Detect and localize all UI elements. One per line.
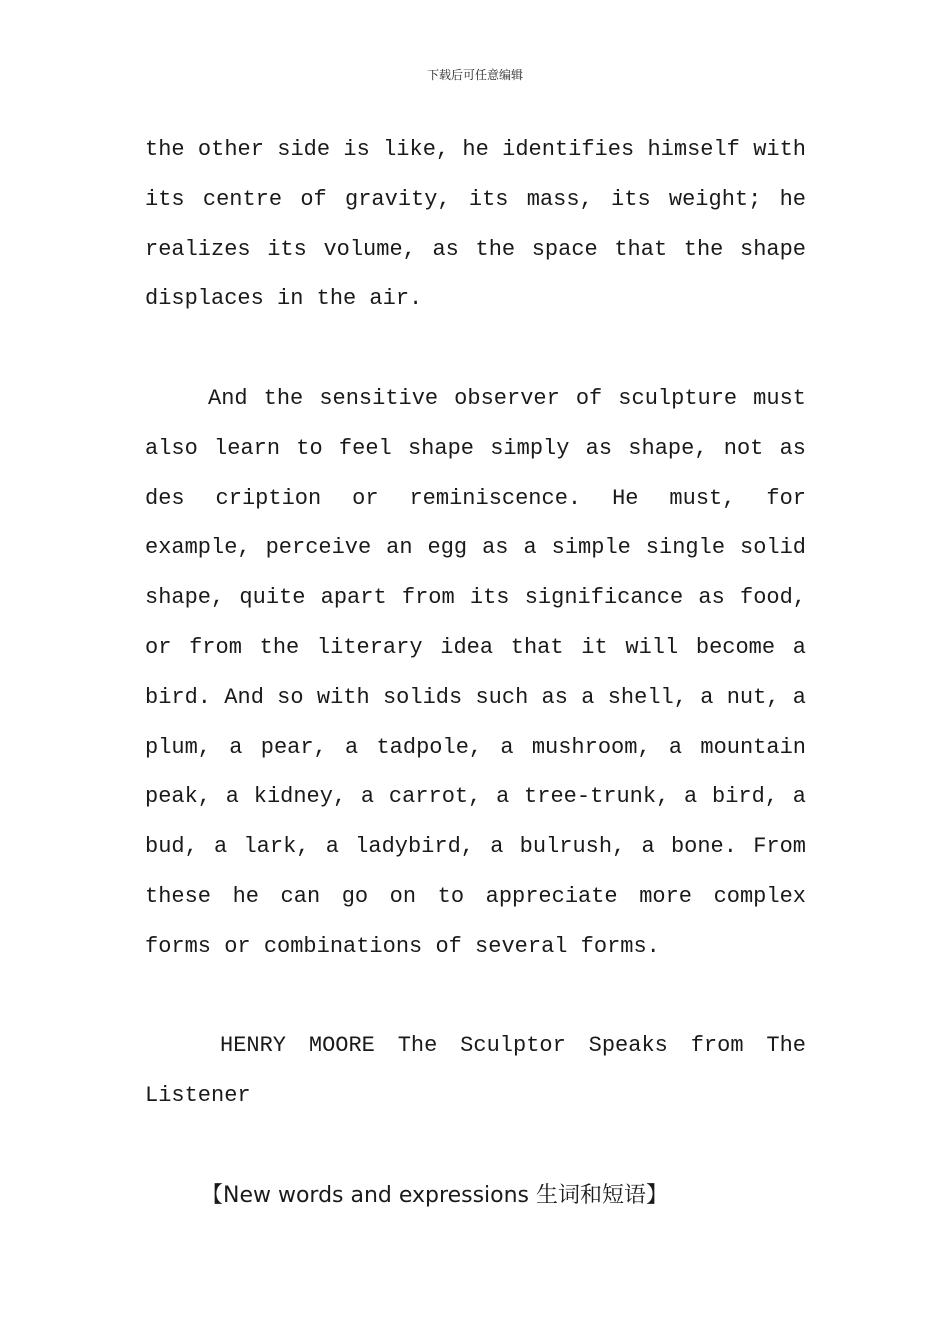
attribution-line: HENRY MOORE The Sculptor Speaks from The Listener: [145, 1033, 806, 1109]
page-header: 下载后可任意编辑: [426, 68, 523, 82]
paragraph-continuation: the other side is like, he identifies himself with its centre of gravity, its mass, its weight; he realizes its volume, as the space that the shape displaces in the air.: [145, 137, 806, 312]
paragraph-observer: And the sensitive observer of sculpture must also learn to feel shape simply as shape, not as des cription or reminiscence. He must, for example, perceive an egg as a simple single solid shape, quite apart from its significance as food, or from the literary idea that it will become a bird. And so with solids such as a shell, a nut, a plum, a pear, a tadpole, a mushroom, a mountain peak, a kidney, a carrot, a tree-trunk, a bird, a bud, a lark, a ladybird, a bulrush, a bone. From these he can go on to appreciate more complex forms or combinations of several forms.: [145, 385, 806, 959]
document-body: [145, 125, 806, 1221]
section-heading-new-words: 【New words and expressions 生词和短语】: [201, 1182, 669, 1208]
paragraph-spacer: [145, 972, 806, 1022]
paragraph-spacer: [145, 324, 806, 374]
paragraph-spacer: [145, 1121, 806, 1171]
